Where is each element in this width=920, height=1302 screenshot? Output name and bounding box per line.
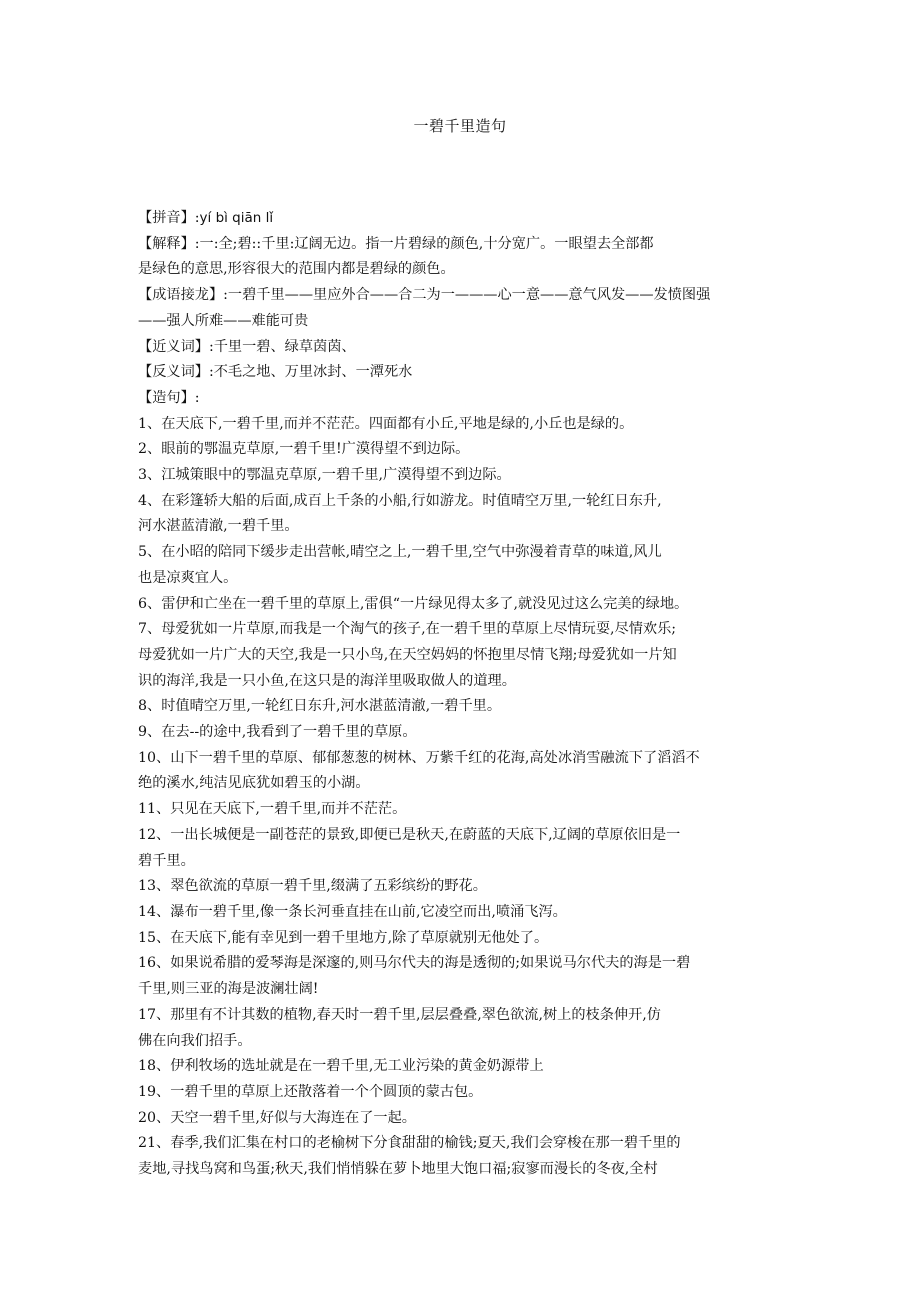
meaning-line-1: 【解释】:一:全;碧::千里:辽阔无边。指一片碧绿的颜色,十分宽广。一眼望去全部都 [138,235,654,252]
text-line: 8、时值晴空万里,一轮红日东升,河水湛蓝清澈,一碧千里。 [138,698,502,715]
text-line: 佛在向我们招手。 [138,1032,252,1049]
text-line: 20、天空一碧千里,好似与大海连在了一起。 [138,1109,416,1126]
text-line: 13、翠色欲流的草原一碧千里,缀满了五彩缤纷的野花。 [138,878,487,895]
text-line: 10、山下一碧千里的草原、郁郁葱葱的树林、万紫千红的花海,高处冰消雪融流下了滔滔不 [138,749,700,766]
antonyms-line: 【反义词】:不毛之地、万里冰封、一潭死水 [138,364,413,381]
text-line: 千里,则三亚的海是波澜壮阔! [138,981,319,998]
synonyms-line: 【近义词】:千里一碧、绿草茵茵、 [138,338,356,355]
text-line: 5、在小昭的陪同下缓步走出营帐,晴空之上,一碧千里,空气中弥漫着青草的味道,风儿 [138,544,662,561]
text-line: 17、那里有不计其数的植物,春天时一碧千里,层层叠叠,翠色欲流,树上的枝条伸开,仿 [138,1006,661,1023]
text-line: 也是凉爽宜人。 [138,569,238,586]
text-line: 母爱犹如一片广大的天空,我是一只小鸟,在天空妈妈的怀抱里尽情飞翔;母爱犹如一片知 [138,646,677,663]
sentences-heading: 【造句】: [138,389,200,406]
text-line: 16、如果说希腊的爱琴海是深邃的,则马尔代夫的海是透彻的;如果说马尔代夫的海是一碧 [138,955,691,972]
text-line: 11、只见在天底下,一碧千里,而并不茫茫。 [138,801,407,818]
text-line: 19、一碧千里的草原上还散落着一个个圆顶的蒙古包。 [138,1083,483,1100]
text-line: 绝的溪水,纯洁见底犹如碧玉的小湖。 [138,775,370,792]
text-line: 15、在天底下,能有幸见到一碧千里地方,除了草原就别无他处了。 [138,929,549,946]
idiom-chain-line-2: ——强人所难——难能可贵 [138,312,309,329]
text-line: 3、江城策眼中的鄂温克草原,一碧千里,广漠得望不到边际。 [138,467,511,484]
page-title: 一碧千里造句 [413,117,507,135]
text-line: 14、瀑布一碧千里,像一条长河垂直挂在山前,它凌空而出,喷涌飞泻。 [138,903,567,920]
document-body [138,206,786,1183]
text-line: 1、在天底下,一碧千里,而并不茫茫。四面都有小丘,平地是绿的,小丘也是绿的。 [138,415,634,432]
text-line: 7、母爱犹如一片草原,而我是一个淘气的孩子,在一碧千里的草原上尽情玩耍,尽情欢乐; [138,621,677,638]
idiom-chain-line-1: 【成语接龙】:一碧千里——里应外合——合二为一———心一意——意气风发——发愤图强 [138,287,711,304]
pinyin-value: yí bì qiān lǐ [199,210,274,226]
pinyin-line [138,206,786,232]
pinyin-label: 【拼音】: [138,210,200,226]
text-line: 碧千里。 [138,852,195,869]
text-line: 麦地,寻找鸟窝和鸟蛋;秋天,我们悄悄躲在萝卜地里大饱口福;寂寥而漫长的冬夜,全村 [138,1161,658,1178]
text-line: 4、在彩篷轿大船的后面,成百上千条的小船,行如游龙。时值晴空万里,一轮红日东升, [138,492,662,509]
text-line: 6、雷伊和亡坐在一碧千里的草原上,雷俱“一片绿见得太多了,就没见过这么完美的绿地。 [138,595,689,612]
text-line: 2、眼前的鄂温克草原,一碧千里!广漠得望不到边际。 [138,441,470,458]
text-line: 识的海洋,我是一只小鱼,在这只是的海洋里吸取做人的道理。 [138,672,516,689]
text-line: 9、在去--的途中,我看到了一碧千里的草原。 [138,724,417,741]
text-line: 18、伊利牧场的选址就是在一碧千里,无工业污染的黄金奶源带上 [138,1058,544,1075]
meaning-line-2: 是绿色的意思,形容很大的范围内都是碧绿的颜色。 [138,261,455,278]
text-line: 河水湛蓝清澈,一碧千里。 [138,518,299,535]
text-line: 12、一出长城便是一副苍茫的景致,即便已是秋天,在蔚蓝的天底下,辽阔的草原依旧是一 [138,826,681,843]
text-line: 21、春季,我们汇集在村口的老榆树下分食甜甜的榆钱;夏天,我们会穿梭在那一碧千里的 [138,1135,681,1152]
